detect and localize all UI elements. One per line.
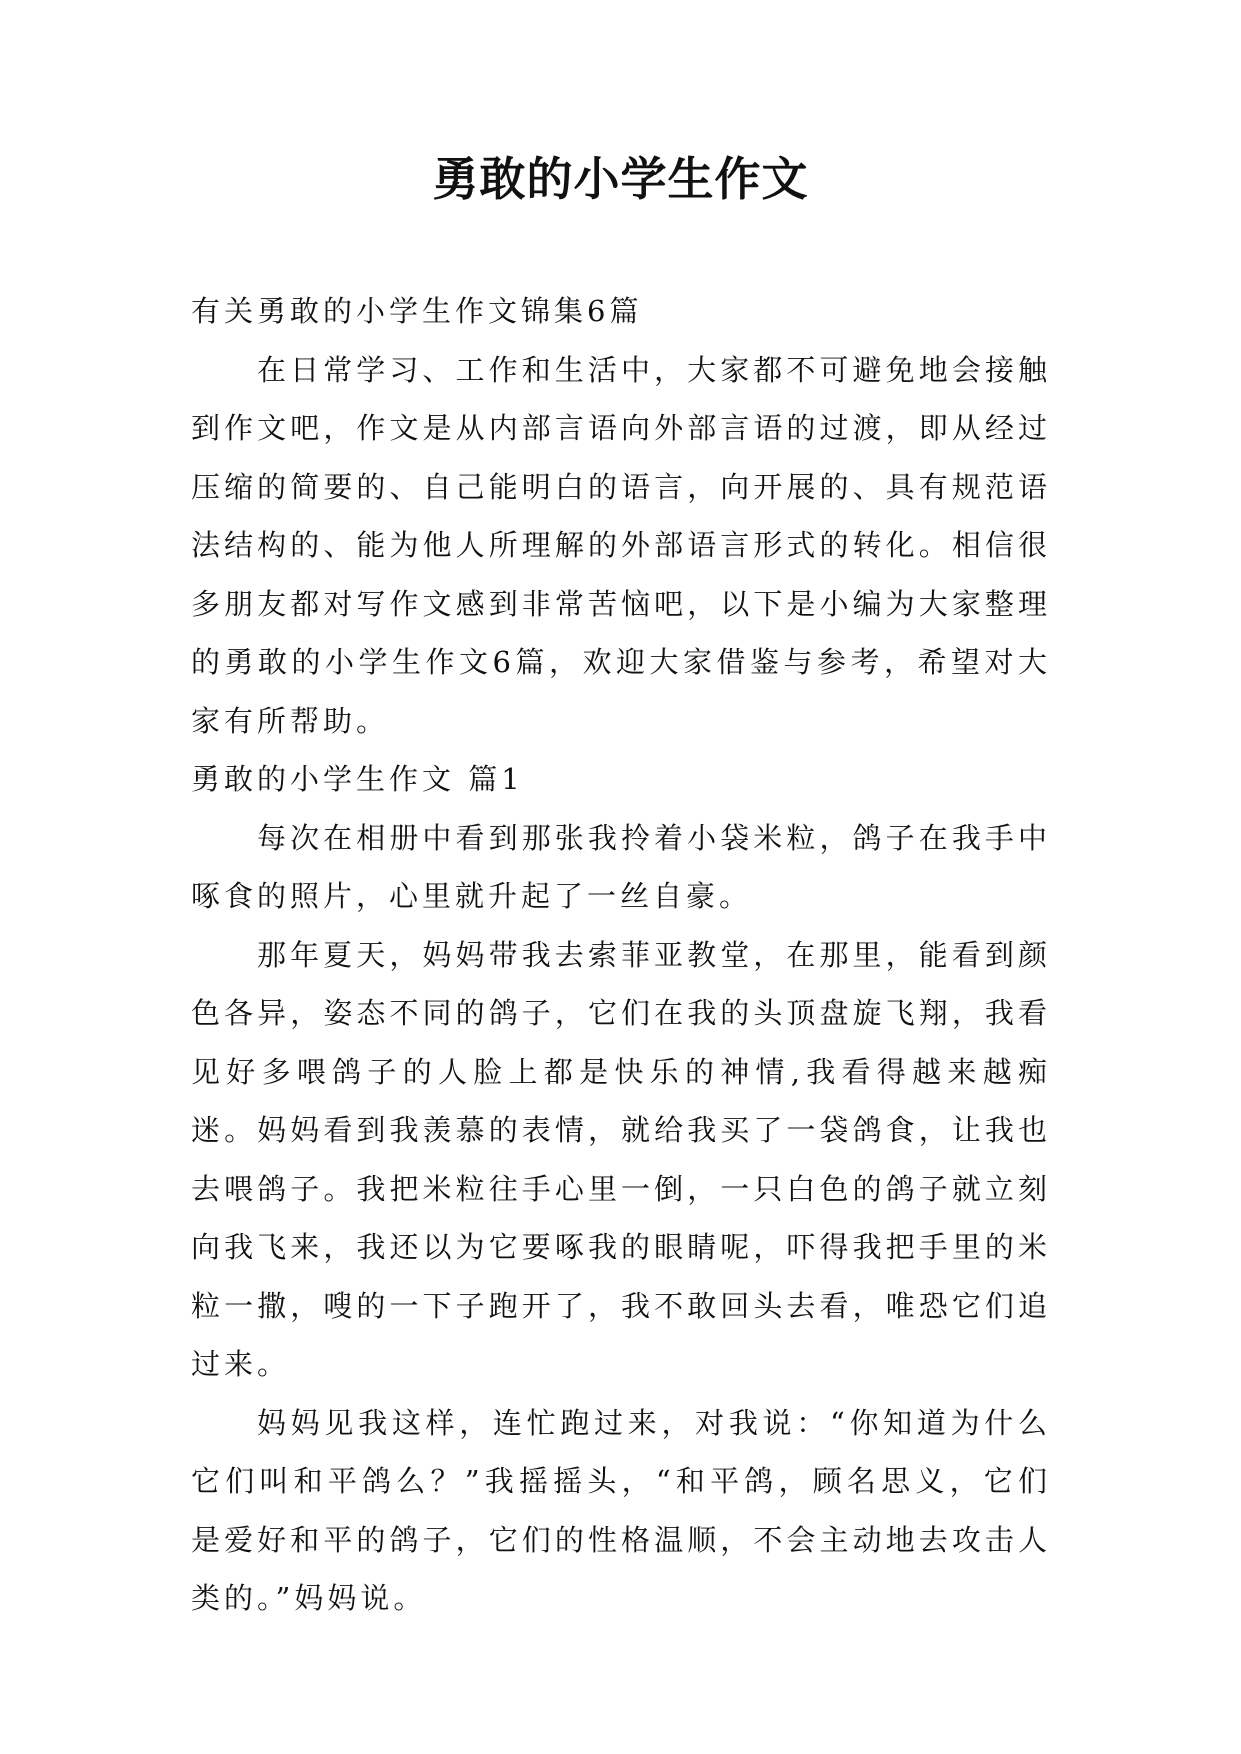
document-title: 勇敢的小学生作文 <box>432 152 809 206</box>
intro-paragraph: 在日常学习、工作和生活中，大家都不可避免地会接触到作文吧，作文是从内部言语向外部言语的过渡，即从经过压缩的简要的、自己能明白的语言，向开展的、具有规范语法结构的、能为他人所理解的外部语言形式的转化。相信很多朋友都对写作文感到非常苦恼吧，以下是小编为大家整理的勇敢的小学生作文6篇，欢迎大家借鉴与参考，希望对大家有所帮助。 <box>191 352 1051 738</box>
essay-paragraph-1: 每次在相册中看到那张我拎着小袋米粒，鸽子在我手中啄食的照片，心里就升起了一丝自豪。 <box>191 820 1051 913</box>
document-body <box>191 282 1051 1628</box>
essay-paragraph-3: 妈妈见我这样，连忙跑过来，对我说：“你知道为什么它们叫和平鸽么？”我摇摇头，“和平鸽，顾名思义，它们是爱好和平的鸽子，它们的性格温顺，不会主动地去攻击人类的。”妈妈说。 <box>191 1405 1051 1615</box>
essay-paragraph-2: 那年夏天，妈妈带我去索菲亚教堂，在那里，能看到颜色各异，姿态不同的鸽子，它们在我的头顶盘旋飞翔，我看见好多喂鸽子的人脸上都是快乐的神情,我看得越来越痴迷。妈妈看到我羡慕的表情，就给我买了一袋鸽食，让我也去喂鸽子。我把米粒往手心里一倒，一只白色的鸽子就立刻向我飞来，我还以为它要啄我的眼睛呢，吓得我把手里的米粒一撒，嗖的一下子跑开了，我不敢回头去看，唯恐它们追过来。 <box>191 937 1051 1381</box>
document-subtitle: 有关勇敢的小学生作文锦集6篇 <box>191 294 643 328</box>
section-heading: 勇敢的小学生作文 篇1 <box>191 762 524 796</box>
